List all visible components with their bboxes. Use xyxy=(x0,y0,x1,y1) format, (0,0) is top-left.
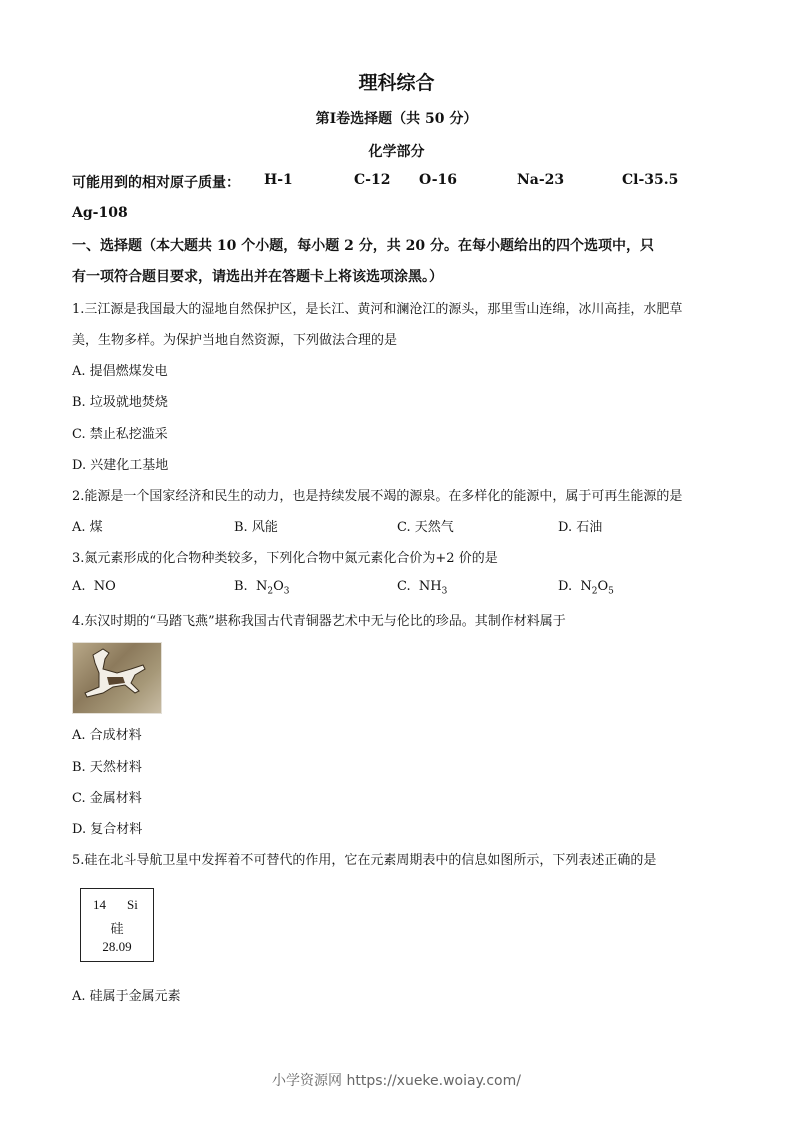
option-a[interactable]: A. 煤 xyxy=(72,520,103,535)
option-a[interactable] xyxy=(72,579,116,594)
option-d[interactable]: D. 兴建化工基地 xyxy=(72,458,169,473)
formula-part: O xyxy=(273,579,284,594)
option-a[interactable]: A. 提倡燃煤发电 xyxy=(72,364,168,379)
atomic-mass-na: Na-23 xyxy=(517,172,565,188)
formula-part: O xyxy=(597,579,609,594)
periodic-element-card xyxy=(80,888,154,962)
atomic-mass-ag: Ag-108 xyxy=(72,205,128,221)
part-one-heading-line1: 一、选择题（本大题共 10 个小题，每小题 2 分，共 20 分。在每小题给出的四个选项中，只 xyxy=(72,238,654,254)
option-d[interactable] xyxy=(558,579,614,597)
element-symbol: Si xyxy=(127,897,138,912)
formula: NO xyxy=(93,579,116,594)
option-prefix: A. xyxy=(72,579,94,594)
formula-subscript: 3 xyxy=(283,586,290,597)
atomic-masses-label: 可能用到的相对原子质量： xyxy=(72,175,240,191)
bronze-horse-image xyxy=(72,642,162,714)
question-stem: 3.氮元素形成的化合物种类较多，下列化合物中氮元素化合价为+2 价的是 xyxy=(72,551,498,566)
exam-subtitle: 第Ⅰ卷选择题（共 50 分） xyxy=(315,111,478,127)
option-b[interactable] xyxy=(234,579,289,597)
horse-icon xyxy=(73,643,161,713)
atomic-mass-h: H-1 xyxy=(264,172,293,188)
option-b[interactable]: B. 天然材料 xyxy=(72,760,142,775)
atomic-number: 14 xyxy=(93,897,106,912)
formula-subscript: 5 xyxy=(608,586,614,597)
page-title: 理科综合 xyxy=(358,72,435,94)
option-c[interactable]: C. 金属材料 xyxy=(72,791,142,806)
atomic-mass-cl: Cl-35.5 xyxy=(622,172,679,188)
option-prefix: B. xyxy=(234,579,256,594)
option-prefix: C. xyxy=(397,579,419,594)
option-d[interactable]: D. 复合材料 xyxy=(72,822,143,837)
element-name: 硅 xyxy=(110,921,124,936)
formula-subscript: 2 xyxy=(591,586,598,597)
formula-subscript: 3 xyxy=(441,586,448,597)
option-b[interactable]: B. 风能 xyxy=(234,520,278,535)
atomic-mass-o: O-16 xyxy=(419,172,458,188)
formula-part: N xyxy=(580,579,592,594)
part-one-heading-line2: 有一项符合题目要求，请选出并在答题卡上将该选项涂黑。） xyxy=(72,269,443,285)
atomic-mass-c: C-12 xyxy=(354,172,391,188)
option-c[interactable]: C. 天然气 xyxy=(397,520,454,535)
question-stem: 1.三江源是我国最大的湿地自然保护区，是长江、黄河和澜沧江的源头，那里雪山连绵，冰川高挂，水肥草 xyxy=(72,302,683,317)
question-stem: 5.硅在北斗导航卫星中发挥着不可替代的作用，它在元素周期表中的信息如图所示，下列表述正确的是 xyxy=(72,853,657,868)
option-b[interactable]: B. 垃圾就地焚烧 xyxy=(72,395,168,410)
option-prefix: D. xyxy=(558,579,581,594)
option-c[interactable]: C. 禁止私挖滥采 xyxy=(72,427,168,442)
option-c[interactable] xyxy=(397,579,447,597)
relative-atomic-mass: 28.09 xyxy=(102,939,132,954)
question-stem: 2.能源是一个国家经济和民生的动力，也是持续发展不竭的源泉。在多样化的能源中，属于可再生能源的是 xyxy=(72,489,683,504)
section-title: 化学部分 xyxy=(368,144,425,160)
option-d[interactable]: D. 石油 xyxy=(558,520,603,535)
formula-part: N xyxy=(255,579,268,594)
question-stem: 美，生物多样。为保护当地自然资源，下列做法合理的是 xyxy=(72,333,398,348)
option-a[interactable]: A. 合成材料 xyxy=(72,728,142,743)
formula-subscript: 2 xyxy=(267,586,274,597)
question-stem: 4.东汉时期的“马踏飞燕”堪称我国古代青铜器艺术中无与伦比的珍品。其制作材料属于 xyxy=(72,614,566,629)
formula-part: NH xyxy=(418,579,442,594)
option-a[interactable]: A. 硅属于金属元素 xyxy=(72,989,181,1004)
footer-watermark: 小学资源网 https://xueke.woiay.com/ xyxy=(272,1073,521,1089)
